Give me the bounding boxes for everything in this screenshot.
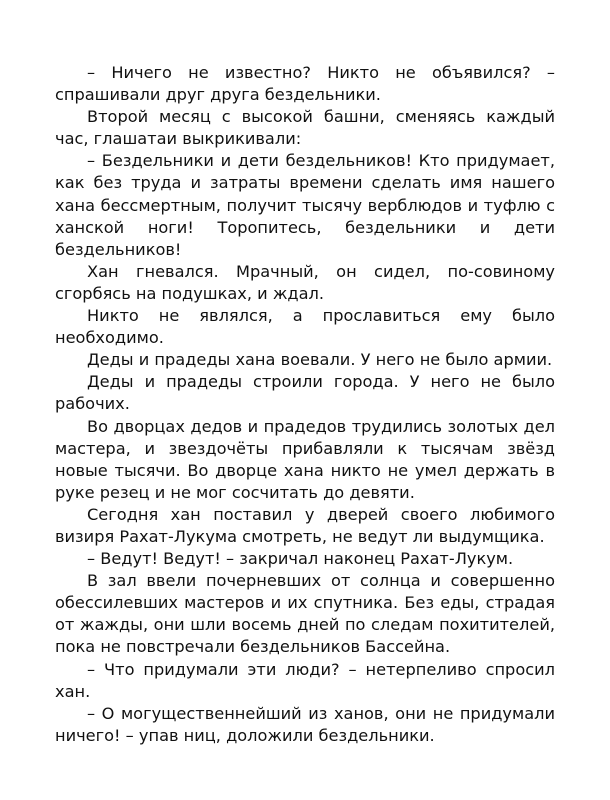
paragraph: Деды и прадеды хана воевали. У него не было армии.: [87, 350, 553, 370]
paragraph: Никто не являлся, а прославиться ему было необходимо.: [55, 306, 555, 348]
paragraph: Хан гневался. Мрачный, он сидел, по-совиному сгорбясь на подушках, и ждал.: [55, 261, 555, 303]
paragraph: – О могущественнейший из ханов, они не придумали ничего! – упав ниц, доложили бездельники.: [55, 703, 555, 745]
paragraph: Сегодня хан поставил у дверей своего любимого визиря Рахат-Лукума смотреть, не ведут ли выдумщика.: [55, 504, 555, 546]
paragraph: Деды и прадеды строили города. У него не было рабочих.: [55, 372, 555, 414]
paragraph: Во дворцах дедов и прадедов трудились золотых дел мастера, и звездочёты прибавляли к тысячам звёзд новые тысячи. Во дворце хана никто не умел держать в руке резец и не мог сосчитать до девяти.: [55, 416, 555, 502]
paragraph: – Ведут! Ведут! – закричал наконец Рахат-Лукум.: [87, 549, 514, 569]
paragraph: – Бездельники и дети бездельников! Кто придумает, как без труда и затраты времени сделать имя нашего хана бессмертным, получит тысячу верблюдов и туфлю с ханской ноги! Торопитесь, бездельники и дети бездельников!: [55, 151, 555, 259]
paragraph: Второй месяц с высокой башни, сменяясь каждый час, глашатаи выкрикивали:: [55, 107, 555, 149]
paragraph: В зал ввели почерневших от солнца и совершенно обессилевших мастеров и их спутника. Без еды, страдая от жажды, они шли восемь дней по следам похитителей, пока не повстречали бездельников Бассейна.: [55, 571, 555, 657]
paragraph: – Что придумали эти люди? – нетерпеливо спросил хан.: [55, 659, 555, 701]
paragraph: – Ничего не известно? Никто не объявился? – спрашивали друг друга бездельники.: [55, 63, 555, 105]
story-text: [55, 62, 555, 747]
